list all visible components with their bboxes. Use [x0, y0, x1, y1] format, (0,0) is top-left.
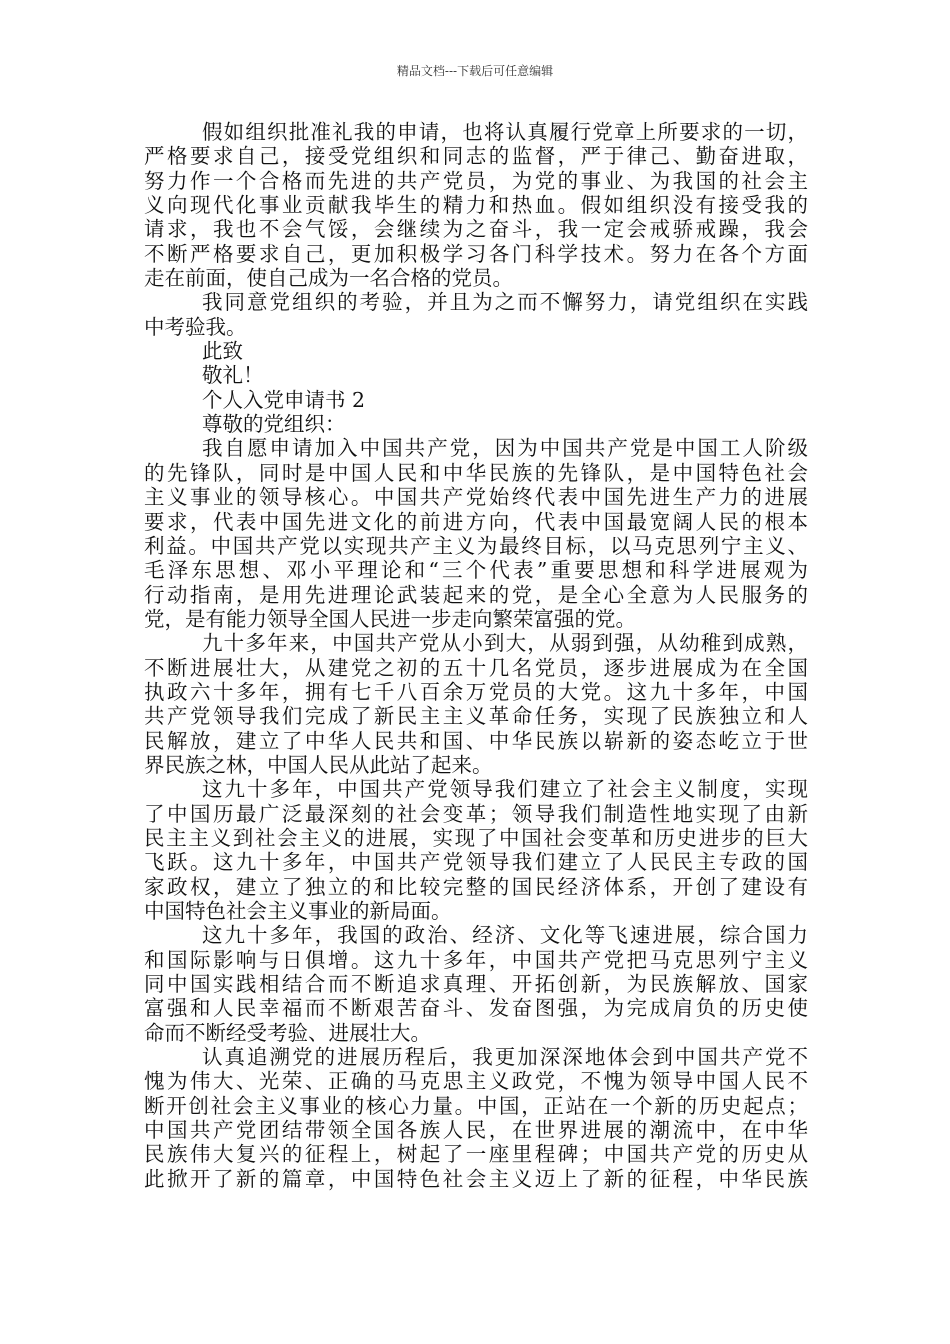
text-line: 尊敬的党组织：: [202, 412, 346, 437]
text-line: 请求，我也不会气馁，会继续为之奋斗，我一定会戒骄戒躁，我会: [144, 217, 808, 242]
text-line: 界民族之林，中国人民从此站了起来。: [144, 752, 493, 777]
text-line: 严格要求自己，接受党组织和同志的监督，严于律己、勤奋进取，: [144, 144, 808, 169]
text-line: 命而不断经受考验、进展壮大。: [144, 1020, 431, 1045]
text-line: 执政六十多年，拥有七千八百余万党员的大党。这九十多年，中国: [144, 679, 808, 704]
text-line: 毛泽东思想、邓小平理论和“三个代表”重要思想和科学进展观为: [144, 558, 808, 583]
text-line: 要求，代表中国先进文化的前进方向，代表中国最宽阔人民的根本: [144, 509, 808, 534]
text-line: 不断严格要求自己，更加积极学习各门科学技术。努力在各个方面: [144, 241, 808, 266]
text-line: 此掀开了新的篇章，中国特色社会主义迈上了新的征程，中华民族: [144, 1166, 808, 1191]
text-line: 此致: [202, 339, 243, 364]
text-line: 和国际影响与日俱增。这九十多年，中国共产党把马克思列宁主义: [144, 947, 808, 972]
text-line: 假如组织批准礼我的申请，也将认真履行党章上所要求的一切，: [202, 120, 808, 144]
text-line: 共产党领导我们完成了新民主主义革命任务，实现了民族独立和人: [144, 704, 808, 729]
text-line: 中考验我。: [144, 314, 247, 339]
text-line: 九十多年来，中国共产党从小到大，从弱到强，从幼稚到成熟，: [202, 631, 808, 656]
text-line: 家政权，建立了独立的和比较完整的国民经济体系，开创了建设有: [144, 874, 808, 899]
text-line: 民主主义到社会主义的进展，实现了中国社会变革和历史进步的巨大: [144, 825, 808, 850]
text-line: 党，是有能力领导全国人民进一步走向繁荣富强的党。: [144, 606, 636, 631]
text-line: 不断进展壮大，从建党之初的五十几名党员，逐步进展成为在全国: [144, 655, 808, 680]
text-line: 这九十多年，我国的政治、经济、文化等飞速进展，综合国力: [202, 923, 808, 948]
text-line: 义向现代化事业贡献我毕生的精力和热血。假如组织没有接受我的: [144, 193, 808, 218]
text-line: 走在前面，使自己成为一名合格的党员。: [144, 266, 513, 291]
text-line: 同中国实践相结合而不断追求真理、开拓创新，为民族解放、国家: [144, 972, 808, 997]
text-line: 主义事业的领导核心。中国共产党始终代表中国先进生产力的进展: [144, 485, 808, 510]
text-line: 富强和人民幸福而不断艰苦奋斗、发奋图强，为完成肩负的历史使: [144, 996, 808, 1021]
text-line: 飞跃。这九十多年，中国共产党领导我们建立了人民民主专政的国: [144, 850, 808, 875]
text-line: 的先锋队，同时是中国人民和中华民族的先锋队，是中国特色社会: [144, 460, 808, 485]
text-line: 中国共产党团结带领全国各族人民，在世界进展的潮流中，在中华: [144, 1118, 808, 1143]
text-line: 认真追溯党的进展历程后，我更加深深地体会到中国共产党不: [202, 1045, 808, 1070]
text-line: 民族伟大复兴的征程上，树起了一座里程碑；中国共产党的历史从: [144, 1142, 808, 1167]
text-line: 努力作一个合格而先进的共产党员，为党的事业、为我国的社会主: [144, 168, 808, 193]
text-line: 我自愿申请加入中国共产党，因为中国共产党是中国工人阶级: [202, 436, 808, 461]
text-line: 我同意党组织的考验，并且为之而不懈努力，请党组织在实践: [202, 290, 808, 315]
text-line: 了中国历最广泛最深刻的社会变革；领导我们制造性地实现了由新: [144, 801, 808, 826]
text-line: 行动指南，是用先进理论武装起来的党，是全心全意为人民服务的: [144, 582, 808, 607]
page-header: 精品文档---下载后可任意编辑: [396, 64, 554, 78]
text-line: 愧为伟大、光荣、正确的马克思主义政党，不愧为领导中国人民不: [144, 1069, 808, 1094]
text-line: 敬礼！: [202, 363, 264, 388]
text-line: 利益。中国共产党以实现共产主义为最终目标，以马克思列宁主义、: [144, 533, 808, 558]
text-line: 断开创社会主义事业的核心力量。中国，正站在一个新的历史起点；: [144, 1093, 808, 1118]
text-line: 这九十多年，中国共产党领导我们建立了社会主义制度，实现: [202, 777, 808, 802]
text-line: 个人入党申请书 2: [202, 387, 366, 412]
text-line: 民解放，建立了中华人民共和国、中华民族以崭新的姿态屹立于世: [144, 728, 808, 753]
document-body: [144, 120, 808, 1191]
text-line: 中国特色社会主义事业的新局面。: [144, 899, 452, 923]
